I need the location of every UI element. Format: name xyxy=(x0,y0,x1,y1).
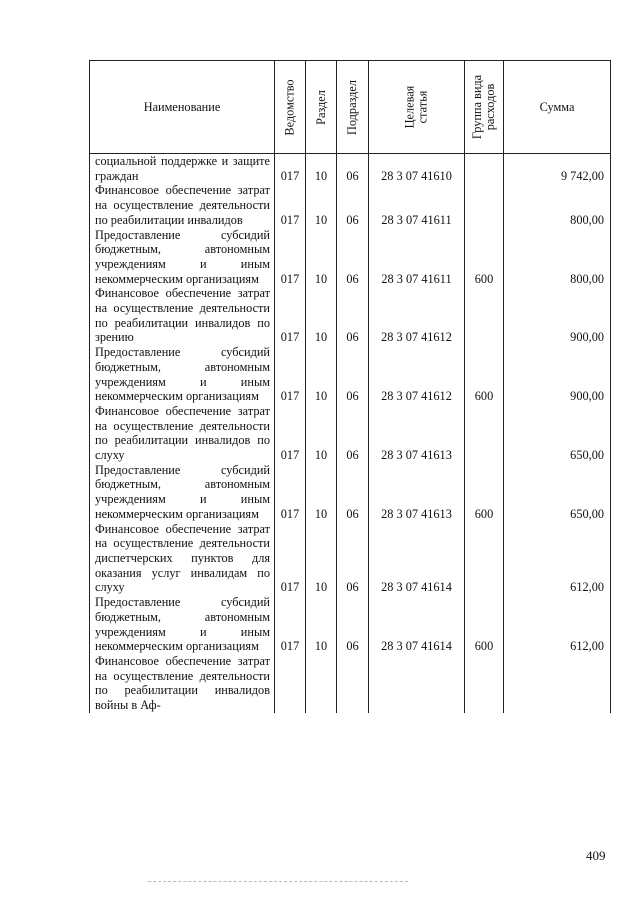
header-subsection: Подраздел xyxy=(337,61,369,154)
row-target-article: 28 3 07 41612 xyxy=(369,286,465,345)
row-section: 10 xyxy=(306,463,337,522)
row-subsection: 06 xyxy=(337,404,369,463)
header-name: Наименование xyxy=(90,61,275,154)
row-sum: 800,00 xyxy=(504,228,611,287)
row-section: 10 xyxy=(306,595,337,654)
row-department: 017 xyxy=(275,154,306,184)
row-expense-group xyxy=(465,286,504,345)
header-section: Раздел xyxy=(306,61,337,154)
header-target-article: Целевая статья xyxy=(369,61,465,154)
row-subsection: 06 xyxy=(337,154,369,184)
row-expense-group xyxy=(465,522,504,596)
row-expense-group xyxy=(465,404,504,463)
row-name: Предоставление субсидий бюджетным, автономным учреждениям и иным некоммерческим организациям xyxy=(90,463,275,522)
row-department: 017 xyxy=(275,286,306,345)
row-subsection: 06 xyxy=(337,522,369,596)
row-sum: 612,00 xyxy=(504,522,611,596)
row-sum: 800,00 xyxy=(504,183,611,227)
row-sum: 612,00 xyxy=(504,595,611,654)
row-subsection: 06 xyxy=(337,228,369,287)
header-expense-group: Группа вида расходов xyxy=(465,61,504,154)
row-department xyxy=(275,654,306,713)
row-target-article: 28 3 07 41613 xyxy=(369,463,465,522)
row-target-article: 28 3 07 41614 xyxy=(369,522,465,596)
header-sum: Сумма xyxy=(504,61,611,154)
row-name: Финансовое обеспечение затрат на осуществление деятельности диспетчерских пунктов для оказания услуг инвалидам по слуху xyxy=(90,522,275,596)
row-sum: 900,00 xyxy=(504,345,611,404)
row-sum: 9 742,00 xyxy=(504,154,611,184)
row-subsection: 06 xyxy=(337,345,369,404)
row-name: Финансовое обеспечение затрат на осуществление деятельности по реабилитации инвалидов по слуху xyxy=(90,404,275,463)
row-section: 10 xyxy=(306,345,337,404)
row-expense-group xyxy=(465,654,504,713)
row-target-article: 28 3 07 41611 xyxy=(369,183,465,227)
row-department: 017 xyxy=(275,595,306,654)
row-sum: 650,00 xyxy=(504,463,611,522)
footer-dash-line xyxy=(148,881,408,882)
row-subsection: 06 xyxy=(337,183,369,227)
row-name: Предоставление субсидий бюджетным, автономным учреждениям и иным некоммерческим организациям xyxy=(90,228,275,287)
row-expense-group xyxy=(465,183,504,227)
row-name: Финансовое обеспечение затрат на осуществление деятельности по реабилитации инвалидов войны в Аф- xyxy=(90,654,275,713)
row-sum: 900,00 xyxy=(504,286,611,345)
row-section: 10 xyxy=(306,183,337,227)
table-row xyxy=(90,154,611,184)
row-department: 017 xyxy=(275,228,306,287)
row-name: Предоставление субсидий бюджетным, автономным учреждениям и иным некоммерческим организациям xyxy=(90,345,275,404)
row-sum: 650,00 xyxy=(504,404,611,463)
header-department: Ведомство xyxy=(275,61,306,154)
table-row xyxy=(90,404,611,463)
table-row xyxy=(90,228,611,287)
row-target-article: 28 3 07 41612 xyxy=(369,345,465,404)
row-name: социальной поддержке и защите граждан xyxy=(90,154,275,184)
row-target-article: 28 3 07 41613 xyxy=(369,404,465,463)
row-name: Предоставление субсидий бюджетным, автономным учреждениям и иным некоммерческим организациям xyxy=(90,595,275,654)
page-number: 409 xyxy=(586,848,606,863)
row-section xyxy=(306,654,337,713)
row-subsection xyxy=(337,654,369,713)
row-name: Финансовое обеспечение затрат на осуществление деятельности по реабилитации инвалидов xyxy=(90,183,275,227)
table-row xyxy=(90,654,611,713)
row-department: 017 xyxy=(275,463,306,522)
row-section: 10 xyxy=(306,154,337,184)
row-department: 017 xyxy=(275,404,306,463)
row-department: 017 xyxy=(275,522,306,596)
row-name: Финансовое обеспечение затрат на осуществление деятельности по реабилитации инвалидов по зрению xyxy=(90,286,275,345)
row-target-article: 28 3 07 41610 xyxy=(369,154,465,184)
row-expense-group xyxy=(465,154,504,184)
row-expense-group: 600 xyxy=(465,345,504,404)
row-section: 10 xyxy=(306,286,337,345)
row-expense-group: 600 xyxy=(465,463,504,522)
table-row xyxy=(90,522,611,596)
row-subsection: 06 xyxy=(337,595,369,654)
row-department: 017 xyxy=(275,183,306,227)
table-row xyxy=(90,286,611,345)
row-expense-group: 600 xyxy=(465,228,504,287)
row-target-article xyxy=(369,654,465,713)
table-header-row xyxy=(90,61,611,154)
row-department: 017 xyxy=(275,345,306,404)
row-target-article: 28 3 07 41614 xyxy=(369,595,465,654)
row-sum xyxy=(504,654,611,713)
table-row xyxy=(90,183,611,227)
row-section: 10 xyxy=(306,228,337,287)
budget-table xyxy=(89,60,611,713)
table-row xyxy=(90,345,611,404)
row-target-article: 28 3 07 41611 xyxy=(369,228,465,287)
table-row xyxy=(90,595,611,654)
table-row xyxy=(90,463,611,522)
row-expense-group: 600 xyxy=(465,595,504,654)
row-section: 10 xyxy=(306,522,337,596)
row-subsection: 06 xyxy=(337,286,369,345)
row-subsection: 06 xyxy=(337,463,369,522)
row-section: 10 xyxy=(306,404,337,463)
